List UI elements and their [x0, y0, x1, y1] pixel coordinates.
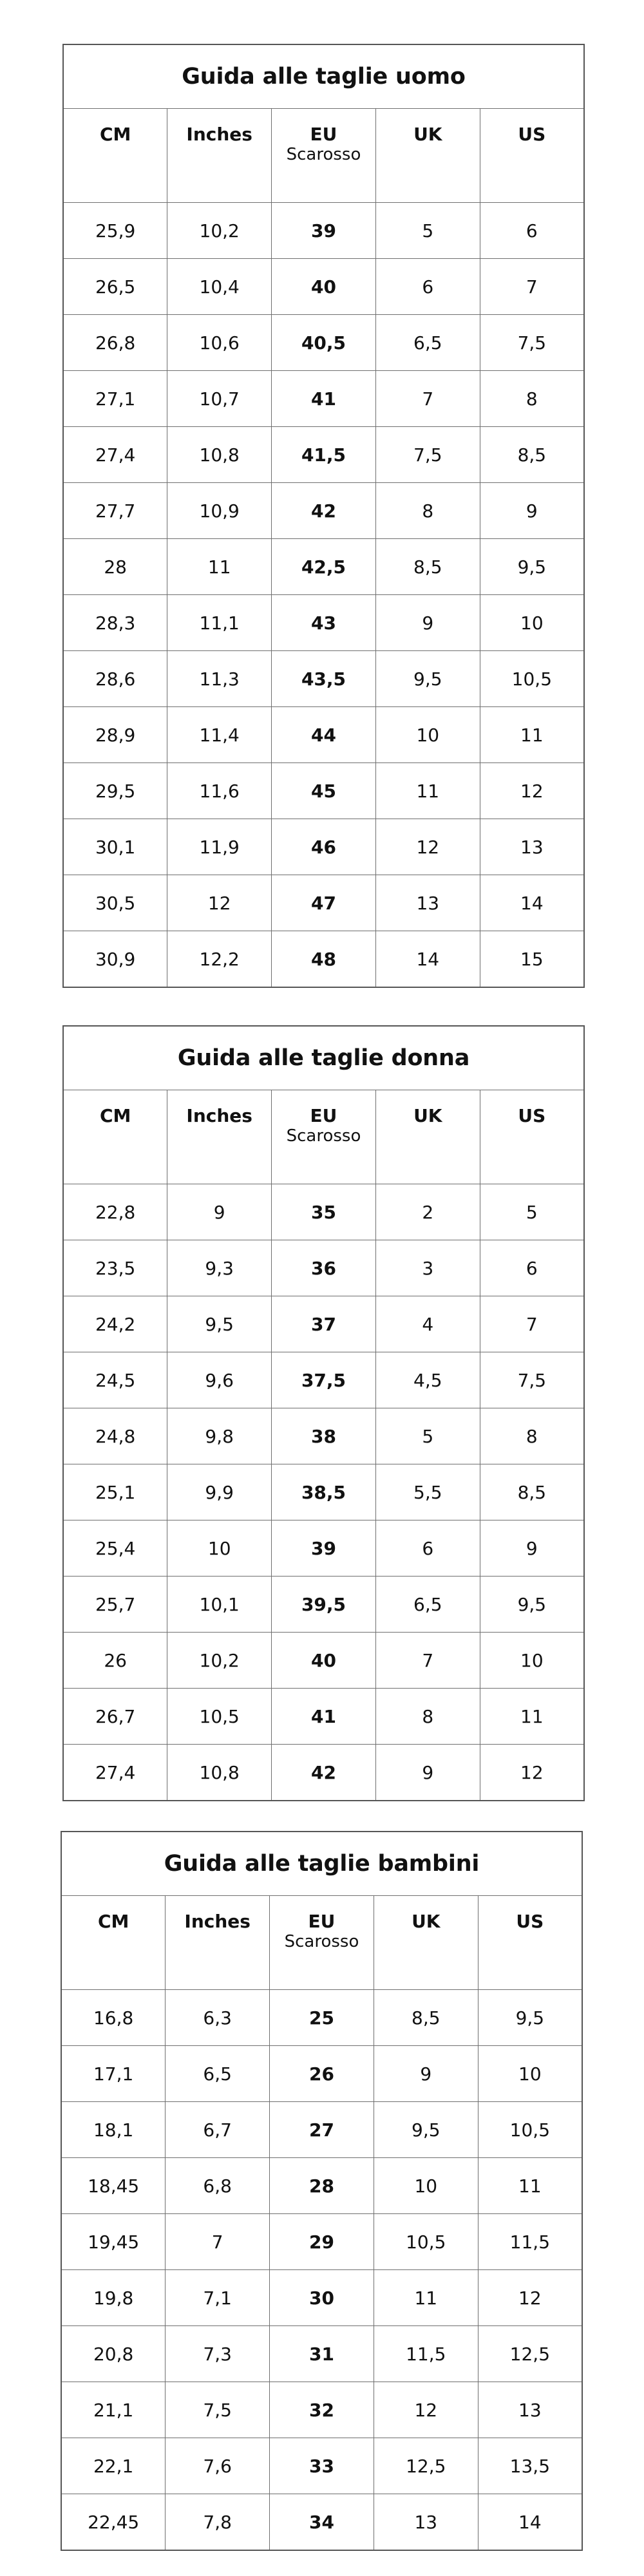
table-cell-uk: 5	[375, 203, 480, 259]
table-cell-inches: 7	[166, 2214, 270, 2270]
table-cell-us: 14	[480, 875, 584, 931]
table-cell-inches: 10,6	[167, 315, 272, 371]
table-cell-cm: 18,45	[61, 2158, 166, 2214]
table-cell-uk: 3	[375, 1240, 480, 1296]
table-cell-us: 10,5	[480, 651, 584, 707]
kids-size-table	[61, 1831, 583, 2551]
table-cell-us: 11	[480, 707, 584, 763]
table-row	[63, 371, 584, 427]
column-header-inches	[166, 1896, 270, 1990]
table-cell-uk: 11,5	[374, 2326, 478, 2382]
column-header-sublabel: Scarosso	[284, 1932, 359, 1951]
table-cell-uk: 7	[375, 371, 480, 427]
table-cell-inches: 12,2	[167, 931, 272, 988]
column-header-label: Inches	[184, 1911, 251, 1932]
column-header-uk	[374, 1896, 478, 1990]
table-cell-us: 11	[480, 1689, 584, 1745]
table-row	[61, 1990, 582, 2046]
table-cell-uk: 7,5	[375, 427, 480, 483]
table-cell-inches: 9	[167, 1184, 272, 1240]
table-cell-us: 9	[480, 483, 584, 539]
table-cell-inches: 7,5	[166, 2382, 270, 2438]
table-cell-inches: 12	[167, 875, 272, 931]
table-row	[61, 2382, 582, 2438]
column-header-label: EU	[310, 124, 337, 145]
table-cell-uk: 8,5	[374, 1990, 478, 2046]
table-cell-eu: 40	[272, 1633, 376, 1689]
table-cell-eu: 32	[270, 2382, 374, 2438]
table-cell-eu: 42	[272, 483, 376, 539]
table-cell-cm: 17,1	[61, 2046, 166, 2102]
column-header-label: Inches	[186, 1105, 252, 1126]
table-header-row	[61, 1896, 582, 1990]
table-cell-cm: 19,8	[61, 2270, 166, 2326]
table-cell-uk: 8	[375, 483, 480, 539]
table-cell-uk: 12	[375, 819, 480, 875]
table-cell-cm: 28	[63, 539, 167, 595]
table-cell-eu: 43,5	[272, 651, 376, 707]
table-cell-eu: 44	[272, 707, 376, 763]
table-cell-cm: 30,1	[63, 819, 167, 875]
table-row	[61, 2270, 582, 2326]
table-cell-eu: 34	[270, 2494, 374, 2551]
table-cell-uk: 6	[375, 1520, 480, 1577]
column-header-label: CM	[99, 124, 131, 145]
table-row	[63, 315, 584, 371]
table-row	[63, 1689, 584, 1745]
table-cell-inches: 6,3	[166, 1990, 270, 2046]
table-header-row	[63, 109, 584, 203]
table-cell-inches: 9,9	[167, 1464, 272, 1520]
table-cell-eu: 27	[270, 2102, 374, 2158]
column-header-us	[480, 109, 584, 203]
table-cell-uk: 14	[375, 931, 480, 988]
table-row	[63, 1408, 584, 1464]
table-cell-inches: 9,8	[167, 1408, 272, 1464]
table-cell-eu: 41	[272, 371, 376, 427]
table-cell-inches: 9,6	[167, 1352, 272, 1408]
table-cell-inches: 7,1	[166, 2270, 270, 2326]
table-cell-inches: 7,8	[166, 2494, 270, 2551]
table-row	[63, 763, 584, 819]
table-cell-us: 10	[480, 1633, 584, 1689]
table-cell-eu: 45	[272, 763, 376, 819]
column-header-cm	[63, 1090, 167, 1184]
table-cell-cm: 28,6	[63, 651, 167, 707]
table-cell-uk: 2	[375, 1184, 480, 1240]
table-cell-uk: 9	[375, 595, 480, 651]
table-cell-us: 15	[480, 931, 584, 988]
table-cell-eu: 39,5	[272, 1577, 376, 1633]
table-cell-us: 12	[480, 763, 584, 819]
column-header-label: Inches	[186, 124, 252, 145]
table-cell-cm: 30,9	[63, 931, 167, 988]
table-cell-us: 12,5	[478, 2326, 582, 2382]
table-cell-cm: 26,5	[63, 259, 167, 315]
table-row	[63, 651, 584, 707]
table-cell-inches: 10,2	[167, 1633, 272, 1689]
table-cell-cm: 27,4	[63, 1745, 167, 1801]
table-row	[63, 539, 584, 595]
table-cell-cm: 30,5	[63, 875, 167, 931]
table-cell-eu: 28	[270, 2158, 374, 2214]
table-cell-us: 5	[480, 1184, 584, 1240]
table-cell-us: 11	[478, 2158, 582, 2214]
table-cell-us: 6	[480, 203, 584, 259]
table-cell-uk: 9,5	[375, 651, 480, 707]
table-cell-us: 13	[480, 819, 584, 875]
table-cell-cm: 18,1	[61, 2102, 166, 2158]
table-cell-us: 11,5	[478, 2214, 582, 2270]
table-cell-eu: 43	[272, 595, 376, 651]
table-title-row	[61, 1832, 582, 1896]
table-cell-cm: 25,4	[63, 1520, 167, 1577]
table-cell-us: 14	[478, 2494, 582, 2551]
table-cell-us: 12	[480, 1745, 584, 1801]
table-cell-cm: 25,7	[63, 1577, 167, 1633]
column-header-label: EU	[310, 1105, 337, 1126]
table-row	[61, 2438, 582, 2494]
column-header-us	[478, 1896, 582, 1990]
table-cell-eu: 30	[270, 2270, 374, 2326]
column-header-label: CM	[97, 1911, 129, 1932]
table-cell-us: 9,5	[478, 1990, 582, 2046]
table-cell-inches: 7,6	[166, 2438, 270, 2494]
table-cell-cm: 22,45	[61, 2494, 166, 2551]
table-cell-cm: 27,1	[63, 371, 167, 427]
table-cell-us: 9,5	[480, 539, 584, 595]
column-header-label: US	[518, 124, 546, 145]
table-cell-us: 9	[480, 1520, 584, 1577]
table-cell-cm: 28,9	[63, 707, 167, 763]
table-cell-eu: 40	[272, 259, 376, 315]
column-header-label: EU	[308, 1911, 336, 1932]
table-cell-eu: 40,5	[272, 315, 376, 371]
table-cell-us: 8	[480, 371, 584, 427]
table-row	[63, 427, 584, 483]
table-cell-cm: 19,45	[61, 2214, 166, 2270]
table-cell-us: 7	[480, 259, 584, 315]
table-cell-inches: 7,3	[166, 2326, 270, 2382]
column-header-label: UK	[412, 1911, 440, 1932]
table-cell-eu: 48	[272, 931, 376, 988]
table-cell-inches: 6,8	[166, 2158, 270, 2214]
table-row	[61, 2214, 582, 2270]
table-cell-uk: 9,5	[374, 2102, 478, 2158]
table-cell-eu: 39	[272, 1520, 376, 1577]
table-cell-us: 7,5	[480, 1352, 584, 1408]
table-cell-eu: 38	[272, 1408, 376, 1464]
table-cell-cm: 29,5	[63, 763, 167, 819]
table-cell-inches: 9,3	[167, 1240, 272, 1296]
table-cell-cm: 23,5	[63, 1240, 167, 1296]
table-cell-uk: 6,5	[375, 315, 480, 371]
table-cell-us: 10,5	[478, 2102, 582, 2158]
table-cell-uk: 7	[375, 1633, 480, 1689]
table-cell-inches: 10,4	[167, 259, 272, 315]
table-cell-eu: 47	[272, 875, 376, 931]
table-cell-uk: 10	[375, 707, 480, 763]
table-cell-eu: 29	[270, 2214, 374, 2270]
women-size-table	[62, 1025, 585, 1801]
table-cell-cm: 21,1	[61, 2382, 166, 2438]
table-cell-eu: 26	[270, 2046, 374, 2102]
table-cell-us: 7	[480, 1296, 584, 1352]
table-cell-cm: 20,8	[61, 2326, 166, 2382]
table-row	[61, 2102, 582, 2158]
table-cell-us: 8,5	[480, 427, 584, 483]
table-row	[63, 875, 584, 931]
column-header-uk	[375, 1090, 480, 1184]
column-header-sublabel: Scarosso	[286, 145, 361, 164]
table-cell-uk: 11	[375, 763, 480, 819]
table-row	[63, 1520, 584, 1577]
table-cell-cm: 25,9	[63, 203, 167, 259]
table-cell-us: 6	[480, 1240, 584, 1296]
table-cell-uk: 8	[375, 1689, 480, 1745]
table-row	[63, 259, 584, 315]
column-header-eu	[272, 1090, 376, 1184]
table-header-row	[63, 1090, 584, 1184]
table-row	[63, 1184, 584, 1240]
table-cell-cm: 24,8	[63, 1408, 167, 1464]
table-cell-uk: 6	[375, 259, 480, 315]
table-title: Guida alle taglie bambini	[61, 1832, 582, 1896]
table-cell-us: 8	[480, 1408, 584, 1464]
table-row	[63, 707, 584, 763]
table-row	[63, 819, 584, 875]
table-cell-inches: 11,4	[167, 707, 272, 763]
table-row	[63, 1745, 584, 1801]
table-cell-uk: 8,5	[375, 539, 480, 595]
table-title-row	[63, 44, 584, 109]
table-cell-inches: 10,2	[167, 203, 272, 259]
table-cell-cm: 26,8	[63, 315, 167, 371]
column-header-cm	[61, 1896, 166, 1990]
table-row	[63, 1240, 584, 1296]
table-cell-inches: 11,3	[167, 651, 272, 707]
table-title: Guida alle taglie donna	[63, 1026, 584, 1090]
table-cell-inches: 10	[167, 1520, 272, 1577]
column-header-inches	[167, 109, 272, 203]
table-cell-inches: 11,9	[167, 819, 272, 875]
table-row	[63, 1352, 584, 1408]
table-cell-uk: 4	[375, 1296, 480, 1352]
table-row	[63, 483, 584, 539]
table-cell-us: 13	[478, 2382, 582, 2438]
table-cell-uk: 13	[374, 2494, 478, 2551]
table-cell-cm: 27,4	[63, 427, 167, 483]
table-row	[63, 595, 584, 651]
table-cell-eu: 39	[272, 203, 376, 259]
table-cell-us: 7,5	[480, 315, 584, 371]
table-cell-cm: 22,8	[63, 1184, 167, 1240]
column-header-label: US	[516, 1911, 544, 1932]
table-cell-eu: 31	[270, 2326, 374, 2382]
table-cell-inches: 6,5	[166, 2046, 270, 2102]
table-cell-uk: 5	[375, 1408, 480, 1464]
table-cell-eu: 42,5	[272, 539, 376, 595]
table-cell-us: 12	[478, 2270, 582, 2326]
table-cell-cm: 24,2	[63, 1296, 167, 1352]
table-row	[61, 2158, 582, 2214]
table-title: Guida alle taglie uomo	[63, 44, 584, 109]
table-row	[63, 1464, 584, 1520]
table-cell-uk: 11	[374, 2270, 478, 2326]
table-cell-eu: 35	[272, 1184, 376, 1240]
table-cell-uk: 12,5	[374, 2438, 478, 2494]
table-row	[61, 2326, 582, 2382]
column-header-label: UK	[413, 1105, 442, 1126]
table-cell-uk: 13	[375, 875, 480, 931]
table-row	[63, 1633, 584, 1689]
table-cell-us: 10	[480, 595, 584, 651]
table-cell-eu: 33	[270, 2438, 374, 2494]
table-cell-cm: 24,5	[63, 1352, 167, 1408]
table-cell-uk: 9	[374, 2046, 478, 2102]
table-cell-uk: 12	[374, 2382, 478, 2438]
table-cell-us: 13,5	[478, 2438, 582, 2494]
column-header-eu	[270, 1896, 374, 1990]
column-header-inches	[167, 1090, 272, 1184]
table-cell-inches: 11	[167, 539, 272, 595]
table-cell-inches: 10,8	[167, 427, 272, 483]
table-cell-inches: 11,6	[167, 763, 272, 819]
table-cell-cm: 16,8	[61, 1990, 166, 2046]
table-cell-eu: 37,5	[272, 1352, 376, 1408]
table-cell-us: 10	[478, 2046, 582, 2102]
table-cell-uk: 5,5	[375, 1464, 480, 1520]
column-header-label: CM	[99, 1105, 131, 1126]
table-cell-eu: 42	[272, 1745, 376, 1801]
table-cell-uk: 10	[374, 2158, 478, 2214]
table-row	[61, 2494, 582, 2551]
table-cell-inches: 10,9	[167, 483, 272, 539]
table-cell-inches: 6,7	[166, 2102, 270, 2158]
column-header-eu	[272, 109, 376, 203]
table-cell-uk: 10,5	[374, 2214, 478, 2270]
table-cell-eu: 46	[272, 819, 376, 875]
table-cell-inches: 9,5	[167, 1296, 272, 1352]
table-cell-eu: 38,5	[272, 1464, 376, 1520]
column-header-sublabel: Scarosso	[286, 1126, 361, 1146]
table-row	[63, 1577, 584, 1633]
table-cell-eu: 41,5	[272, 427, 376, 483]
column-header-label: US	[518, 1105, 546, 1126]
column-header-cm	[63, 109, 167, 203]
table-cell-cm: 22,1	[61, 2438, 166, 2494]
table-cell-cm: 28,3	[63, 595, 167, 651]
table-cell-inches: 10,8	[167, 1745, 272, 1801]
table-cell-eu: 36	[272, 1240, 376, 1296]
table-cell-cm: 26	[63, 1633, 167, 1689]
table-cell-us: 9,5	[480, 1577, 584, 1633]
table-cell-cm: 26,7	[63, 1689, 167, 1745]
table-cell-eu: 41	[272, 1689, 376, 1745]
table-cell-cm: 27,7	[63, 483, 167, 539]
column-header-us	[480, 1090, 584, 1184]
table-row	[63, 203, 584, 259]
table-cell-inches: 10,1	[167, 1577, 272, 1633]
table-cell-eu: 37	[272, 1296, 376, 1352]
table-row	[63, 931, 584, 988]
table-row	[63, 1296, 584, 1352]
table-row	[61, 2046, 582, 2102]
men-size-table	[62, 44, 585, 988]
table-title-row	[63, 1026, 584, 1090]
table-cell-inches: 10,5	[167, 1689, 272, 1745]
table-cell-uk: 6,5	[375, 1577, 480, 1633]
table-cell-uk: 4,5	[375, 1352, 480, 1408]
column-header-uk	[375, 109, 480, 203]
table-cell-inches: 10,7	[167, 371, 272, 427]
table-cell-eu: 25	[270, 1990, 374, 2046]
column-header-label: UK	[413, 124, 442, 145]
table-cell-uk: 9	[375, 1745, 480, 1801]
table-cell-us: 8,5	[480, 1464, 584, 1520]
table-cell-cm: 25,1	[63, 1464, 167, 1520]
table-cell-inches: 11,1	[167, 595, 272, 651]
